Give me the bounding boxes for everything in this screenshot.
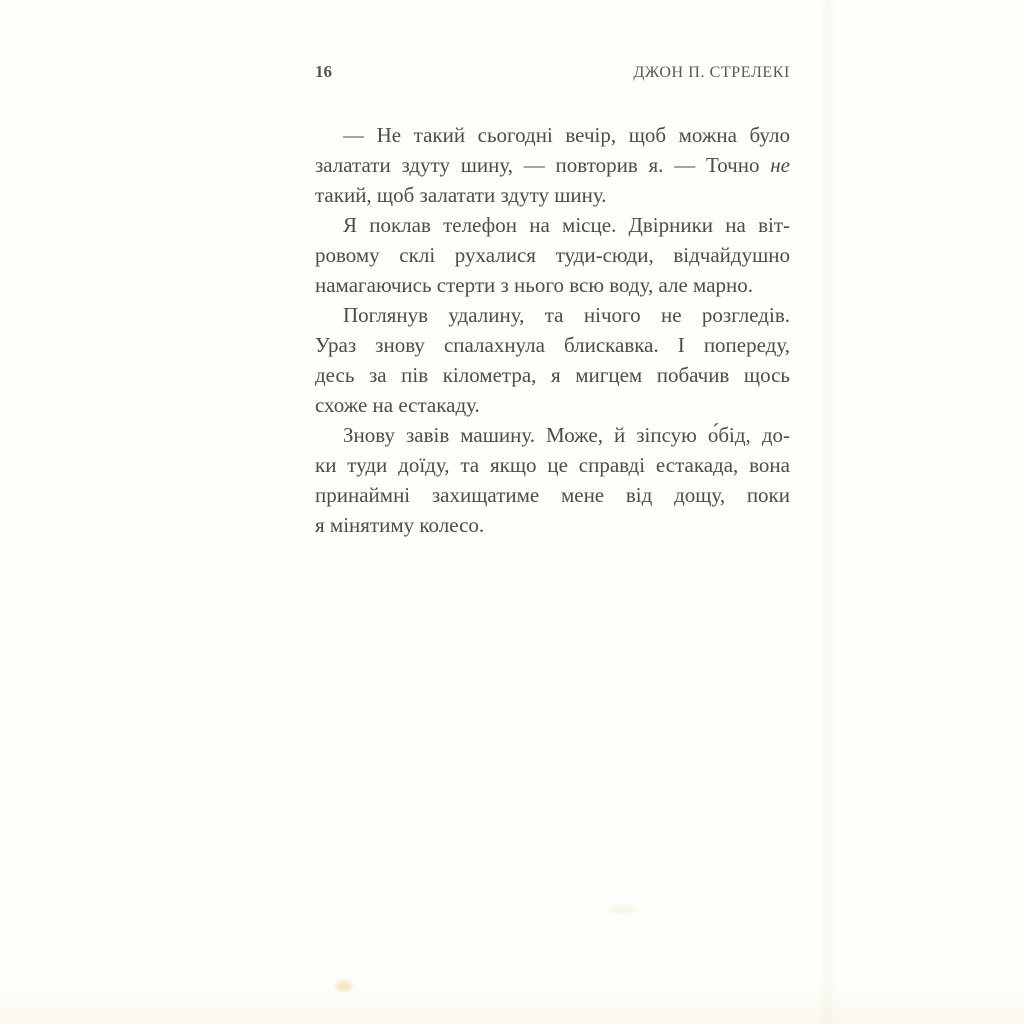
page-number: 16: [315, 62, 332, 81]
scan-smudge: [610, 905, 636, 914]
text-line: Знову завів машину. Може, й зіпсую о́бід, до-: [343, 423, 790, 447]
text-segment: залатати здуту шину, — повторив я. — Точно: [315, 153, 760, 177]
text-line: — Не такий сьогодні вечір, щоб можна було: [343, 123, 790, 147]
text-line: схоже на естакаду.: [315, 393, 480, 417]
text-line: принаймні захищатиме мене від дощу, поки: [315, 483, 790, 507]
text-line: ки туди доїду, та якщо це справді естакада, вона: [315, 453, 790, 477]
running-header: ДЖОН П. СТРЕЛЕКІ: [633, 64, 790, 81]
text-line: намагаючись стерти з нього всю воду, але марно.: [315, 273, 754, 297]
text-line: такий, щоб залатати здуту шину.: [315, 183, 607, 207]
body-text: [315, 120, 790, 540]
text-line: я мінятиму колесо.: [315, 513, 485, 537]
scan-smudge: [336, 981, 352, 991]
text-line: ровому склі рухалися туди-сюди, відчайдушно: [315, 243, 790, 267]
text-line: Поглянув удалину, та нічого не розгледів.: [343, 303, 790, 327]
page-header: [315, 62, 790, 84]
text-line: Я поклав телефон на місце. Двірники на віт-: [343, 213, 790, 237]
scan-artifact-band: [823, 0, 832, 1024]
text-line: десь за пів кілометра, я мигцем побачив щось: [315, 363, 790, 387]
text-line: [315, 150, 790, 180]
text-line: Ураз знову спалахнула блискавка. І попереду,: [315, 333, 790, 357]
italic-segment: не: [770, 153, 790, 177]
